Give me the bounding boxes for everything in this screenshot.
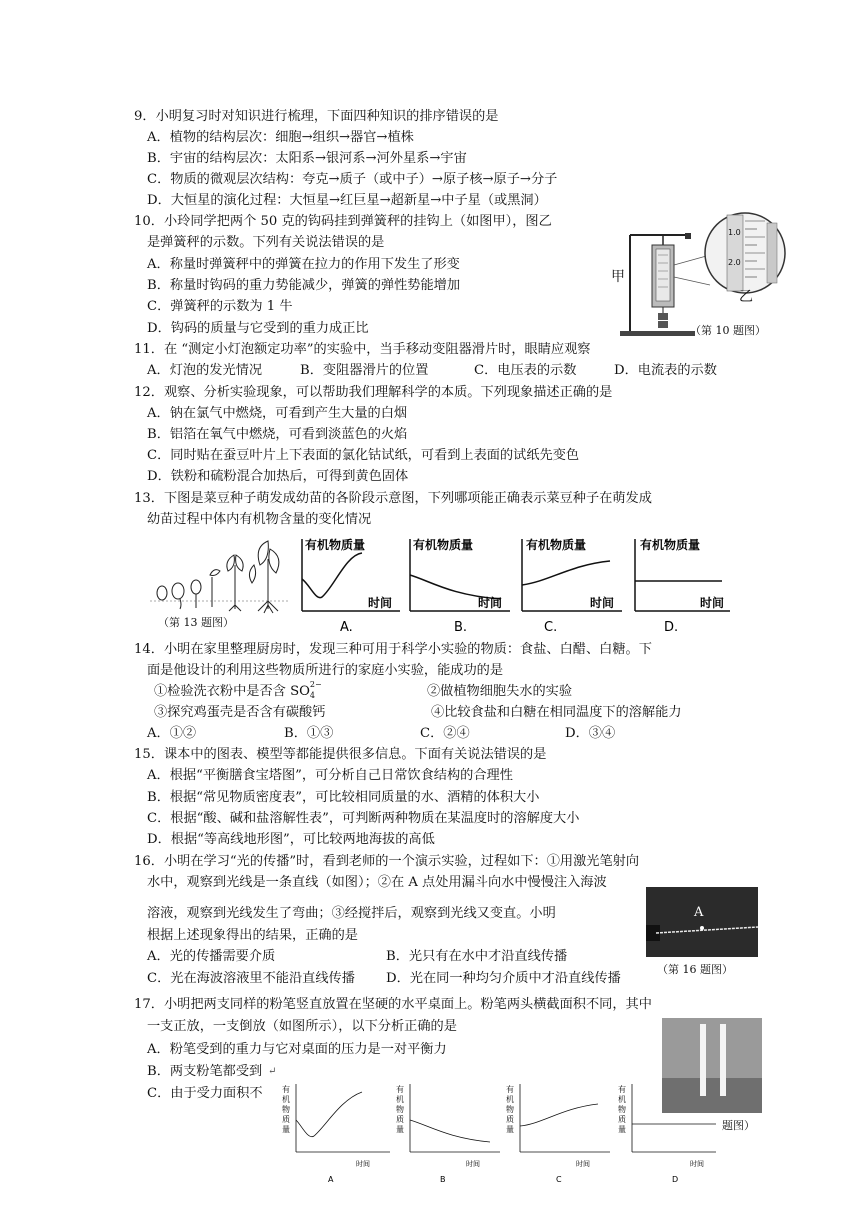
svg-text:质: 质 — [506, 1115, 514, 1124]
q17-stem-line1: 17．小明把两支同样的粉笔竖直放置在坚硬的水平桌面上。粉笔两头横截面积不同，其中 — [134, 997, 652, 1012]
q9-option-a: A．植物的结构层次：细胞→组织→器官→植株 — [147, 130, 414, 145]
svg-text:质: 质 — [618, 1115, 626, 1124]
q13-graph-b-ylabel: 有机物质量 — [413, 538, 474, 552]
q17-stem-line2: 一支正放，一支倒放（如图所示），以下分析正确的是 — [147, 1019, 457, 1034]
q15-stem: 15．课本中的图表、模型等都能提供很多信息。下面有关说法错误的是 — [134, 747, 547, 762]
q13-graph-d — [635, 537, 730, 635]
q13-option-b: B. — [454, 620, 468, 635]
q13-graph-c-ylabel: 有机物质量 — [526, 538, 587, 552]
q10-stem-line2: 是弹簧秤的示数。下列有关说法错误的是 — [147, 235, 385, 250]
bottom-graph-d — [618, 1084, 716, 1184]
q17-option-c: C．由于受力面积不 — [147, 1086, 263, 1101]
svg-text:D: D — [672, 1175, 679, 1184]
q13-graph-d-xlabel: 时间 — [700, 596, 725, 610]
svg-text:时间: 时间 — [356, 1160, 370, 1168]
svg-text:A: A — [328, 1175, 334, 1184]
svg-text:机: 机 — [506, 1095, 514, 1104]
q10-stem-line1: 10．小玲同学把两个 50 克的钩码挂到弹簧秤的挂钩上（如图甲），图乙 — [134, 214, 552, 229]
svg-text:量: 量 — [618, 1125, 626, 1134]
svg-text:质: 质 — [282, 1115, 290, 1124]
q13-graph-d-ylabel: 有机物质量 — [640, 538, 701, 552]
svg-text:1.0: 1.0 — [728, 228, 741, 237]
q16-stem-line2: 水中，观察到光线是一条直线（如图）；②在 A 点处用漏斗向水中慢慢注入海波 — [147, 875, 607, 890]
q13-graph-a-ylabel: 有机物质量 — [305, 538, 366, 552]
q13-option-d: D. — [664, 620, 679, 635]
svg-text:物: 物 — [506, 1105, 514, 1114]
q14-item-2: ②做植物细胞失水的实验 — [427, 684, 573, 699]
q9-stem: 9．小明复习时对知识进行梳理，下面四种知识的排序错误的是 — [134, 109, 499, 124]
q13-graph-b-xlabel: 时间 — [478, 596, 503, 610]
svg-text:量: 量 — [282, 1125, 290, 1134]
q16-option-d: D．光在同一种均匀介质中才沿直线传播 — [386, 971, 621, 986]
q17-option-a: A．粉笔受到的重力与它对桌面的压力是一对平衡力 — [147, 1042, 447, 1057]
q12-option-d: D．铁粉和硫粉混合加热后，可得到黄色固体 — [147, 469, 409, 484]
bottom-graphs — [280, 1082, 720, 1186]
svg-text:物: 物 — [282, 1105, 290, 1114]
fig17-caption-tail: 题图） — [722, 1119, 755, 1132]
q15-option-c: C．根据“酸、碱和盐溶解性表”，可判断两种物质在某温度时的溶解度大小 — [147, 811, 580, 826]
q10-option-d: D．钩码的质量与它受到的重力成正比 — [147, 321, 369, 336]
q9-option-d: D．大恒星的演化过程：大恒星→红巨星→超新星→中子星（或黑洞） — [147, 193, 547, 208]
q9-option-b: B．宇宙的结构层次：太阳系→银河系→河外星系→宇宙 — [147, 151, 467, 166]
fig10-caption: （第 10 题图） — [690, 324, 766, 337]
laser-photo-label-a: A — [694, 905, 704, 920]
q12-option-c: C．同时贴在蚕豆叶片上下表面的氯化钴试纸，可看到上表面的试纸先变色 — [147, 448, 580, 463]
q16-stem-line4: 根据上述现象得出的结果，正确的是 — [147, 928, 358, 943]
svg-text:B: B — [440, 1175, 446, 1184]
q13-graph-a — [302, 537, 400, 635]
q10-option-a: A．称量时弹簧秤中的弹簧在拉力的作用下发生了形变 — [147, 257, 460, 272]
q14-item-3: ③探究鸡蛋壳是否含有碳酸钙 — [154, 705, 326, 720]
q13-graph-c — [522, 537, 622, 635]
q14-option-d: D．③④ — [565, 726, 616, 741]
q16-stem-line3: 溶液，观察到光线发生了弯曲；③经搅拌后，观察到光线又变直。小明 — [147, 906, 556, 921]
q12-option-b: B．铝箔在氧气中燃烧，可看到淡蓝色的火焰 — [147, 427, 408, 442]
svg-text:质: 质 — [396, 1115, 404, 1124]
bottom-graph-c — [506, 1084, 610, 1184]
svg-text:机: 机 — [396, 1095, 404, 1104]
spring-scale-figure — [605, 205, 805, 340]
q14-option-a: A．①② — [147, 726, 197, 741]
fig13-caption: （第 13 题图） — [158, 616, 234, 629]
q9-option-c: C．物质的微观层次结构：夸克→质子（或中子）→原子核→原子→分子 — [147, 172, 558, 187]
laser-experiment-photo — [646, 887, 758, 957]
seedling-stages-illustration — [150, 535, 290, 615]
q16-stem-line1: 16．小明在学习“光的传播”时，看到老师的一个演示实验，过程如下：①用激光笔射向 — [134, 854, 640, 869]
q16-option-a: A．光的传播需要介质 — [147, 949, 276, 964]
q13-option-a: A. — [340, 620, 353, 635]
fig10-label-jia: 甲 — [611, 269, 625, 285]
svg-text:量: 量 — [506, 1125, 514, 1134]
q12-stem: 12．观察、分析实验现象，可以帮助我们理解科学的本质。下列现象描述正确的是 — [134, 385, 613, 400]
fig10-label-yi: 乙 — [739, 289, 753, 305]
svg-text:有: 有 — [506, 1085, 514, 1094]
q13-graph-c-xlabel: 时间 — [590, 596, 615, 610]
svg-text:时间: 时间 — [690, 1160, 704, 1168]
svg-text:C: C — [556, 1175, 562, 1184]
q13-stem-line1: 13．下图是菜豆种子萌发成幼苗的各阶段示意图，下列哪项能正确表示菜豆种子在萌发成 — [134, 491, 652, 506]
q11-option-b: B．变阻器滑片的位置 — [300, 363, 429, 378]
svg-text:有: 有 — [618, 1085, 626, 1094]
q14-stem-line1: 14．小明在家里整理厨房时，发现三种可用于科学小实验的物质：食盐、白醋、白糖。下 — [134, 642, 652, 657]
svg-text:物: 物 — [618, 1105, 626, 1114]
q10-option-c: C．弹簧秤的示数为 1 牛 — [147, 299, 293, 314]
q17-option-b: B．两支粉笔都受到 — [147, 1064, 263, 1079]
q13-graphs — [290, 535, 740, 637]
q14-item-1-text: ①检验洗衣粉中是否含 SO — [154, 684, 310, 699]
q11-stem: 11．在 “测定小灯泡额定功率”的实验中，当手移动变阻器滑片时，眼睛应观察 — [134, 342, 591, 357]
q14-stem-line2: 面是他设计的利用这些物质所进行的家庭小实验，能成功的是 — [147, 663, 504, 678]
q11-option-d: D．电流表的示数 — [614, 363, 717, 378]
return-mark: ↵ — [268, 1066, 277, 1077]
q15-option-b: B．根据“常见物质密度表”，可比较相同质量的水、酒精的体积大小 — [147, 790, 540, 805]
q10-option-b: B．称量时钩码的重力势能减少，弹簧的弹性势能增加 — [147, 278, 461, 293]
bottom-graph-b — [396, 1084, 500, 1184]
q13-option-c: C. — [544, 620, 558, 635]
svg-text:机: 机 — [618, 1095, 626, 1104]
svg-text:物: 物 — [396, 1105, 404, 1114]
svg-text:时间: 时间 — [466, 1160, 480, 1168]
q13-graph-a-xlabel: 时间 — [368, 596, 393, 610]
q14-item-1-charge: 2− — [309, 680, 322, 689]
q13-graph-b — [410, 537, 510, 635]
q14-option-b: B．①③ — [284, 726, 334, 741]
svg-text:时间: 时间 — [576, 1160, 590, 1168]
svg-text:量: 量 — [396, 1125, 404, 1134]
q14-option-c: C．②④ — [420, 726, 470, 741]
fig16-caption: （第 16 题图） — [657, 963, 733, 976]
q14-item-1 — [154, 680, 322, 701]
q12-option-a: A．钠在氯气中燃烧，可看到产生大量的白烟 — [147, 406, 408, 421]
q14-item-4: ④比较食盐和白糖在相同温度下的溶解能力 — [431, 705, 682, 720]
q15-option-a: A．根据“平衡膳食宝塔图”，可分析自己日常饮食结构的合理性 — [147, 768, 513, 783]
svg-text:机: 机 — [282, 1095, 290, 1104]
svg-text:有: 有 — [396, 1085, 404, 1094]
svg-text:2.0: 2.0 — [728, 258, 741, 267]
svg-text:有: 有 — [282, 1085, 290, 1094]
q14-item-1-subscript: 4 — [309, 691, 316, 700]
bottom-graph-a — [282, 1084, 390, 1184]
q11-option-c: C．电压表的示数 — [474, 363, 577, 378]
q13-stem-line2: 幼苗过程中体内有机物含量的变化情况 — [147, 512, 372, 527]
q15-option-d: D．根据“等高线地形图”，可比较两地海拔的高低 — [147, 832, 435, 847]
q16-option-b: B．光只有在水中才沿直线传播 — [386, 949, 568, 964]
q11-option-a: A．灯泡的发光情况 — [147, 363, 263, 378]
q16-option-c: C．光在海波溶液里不能沿直线传播 — [147, 971, 355, 986]
